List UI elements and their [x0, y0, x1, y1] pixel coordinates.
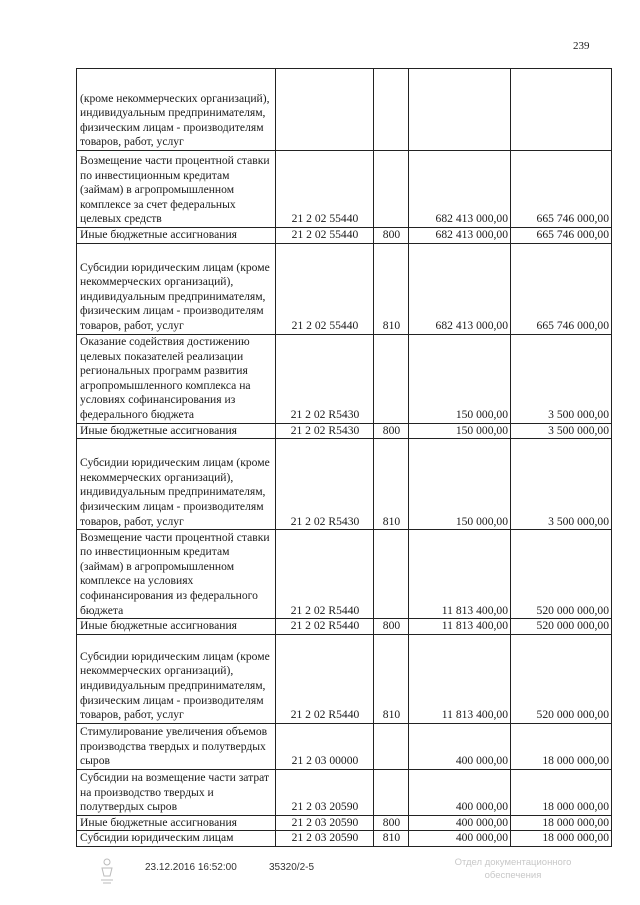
row-description: Возмещение части процентной ставки по инвестиционным кредитам (займам) в агропромышленном комплексе за счет федеральных целевых средств	[77, 151, 276, 228]
row-budget-code: 21 2 02 R5430	[276, 439, 374, 530]
table-row	[77, 815, 612, 831]
row-amount-2017: 682 413 000,00	[409, 228, 511, 244]
row-amount-2017: 400 000,00	[409, 815, 511, 831]
footer-doc-number: 35320/2-5	[269, 862, 315, 873]
table-row	[77, 769, 612, 815]
row-expense-type: 810	[374, 243, 409, 334]
row-amount-2018: 18 000 000,00	[511, 723, 612, 769]
row-amount-2018: 3 500 000,00	[511, 334, 612, 423]
row-budget-code: 21 2 02 55440	[276, 228, 374, 244]
row-budget-code: 21 2 02 R5430	[276, 334, 374, 423]
office-stamp: Отдел документационного обеспечения	[454, 857, 572, 881]
row-expense-type	[374, 723, 409, 769]
row-expense-type: 800	[374, 619, 409, 635]
row-budget-code: 21 2 02 R5440	[276, 619, 374, 635]
table-row	[77, 69, 612, 151]
footer-datetime: 23.12.2016 16:52:00	[145, 862, 237, 873]
table-row	[77, 151, 612, 228]
row-amount-2018: 665 746 000,00	[511, 243, 612, 334]
row-amount-2017	[409, 69, 511, 151]
row-budget-code	[276, 69, 374, 151]
row-expense-type: 810	[374, 831, 409, 847]
row-amount-2017: 11 813 400,00	[409, 619, 511, 635]
row-amount-2018	[511, 69, 612, 151]
table-row	[77, 530, 612, 619]
budget-table-body	[77, 69, 612, 847]
page-number: 239	[573, 40, 590, 52]
row-amount-2018: 520 000 000,00	[511, 530, 612, 619]
row-amount-2017: 150 000,00	[409, 439, 511, 530]
row-description: Иные бюджетные ассигнования	[77, 619, 276, 635]
row-amount-2018: 18 000 000,00	[511, 815, 612, 831]
row-description: Иные бюджетные ассигнования	[77, 423, 276, 439]
row-expense-type: 810	[374, 634, 409, 723]
row-amount-2018: 520 000 000,00	[511, 634, 612, 723]
row-description: Субсидии на возмещение части затрат на производство твердых и полутвердых сыров	[77, 769, 276, 815]
row-amount-2018: 3 500 000,00	[511, 439, 612, 530]
row-amount-2017: 11 813 400,00	[409, 634, 511, 723]
row-description: Возмещение части процентной ставки по инвестиционным кредитам (займам) в агропромышленном комплексе на условиях софинансирования из федерального бюджета	[77, 530, 276, 619]
table-row	[77, 634, 612, 723]
row-description: Стимулирование увеличения объемов производства твердых и полутвердых сыров	[77, 723, 276, 769]
row-description: Оказание содействия достижению целевых показателей реализации региональных программ развития агропромышленного комплекса на условиях софинансирования из федерального бюджета	[77, 334, 276, 423]
row-expense-type	[374, 69, 409, 151]
row-description: Субсидии юридическим лицам (кроме некоммерческих организаций), индивидуальным предпринимателям, физическим лицам - производителям товаров, работ, услуг	[77, 243, 276, 334]
row-amount-2017: 400 000,00	[409, 831, 511, 847]
row-amount-2017: 11 813 400,00	[409, 530, 511, 619]
row-description: (кроме некоммерческих организаций), индивидуальным предпринимателям, физическим лицам - производителям товаров, работ, услуг	[77, 69, 276, 151]
table-row	[77, 228, 612, 244]
budget-table	[76, 68, 612, 847]
table-row	[77, 334, 612, 423]
table-row	[77, 439, 612, 530]
table-row	[77, 723, 612, 769]
row-budget-code: 21 2 02 55440	[276, 151, 374, 228]
row-amount-2018: 520 000 000,00	[511, 619, 612, 635]
row-amount-2018: 18 000 000,00	[511, 769, 612, 815]
row-budget-code: 21 2 03 20590	[276, 831, 374, 847]
row-expense-type	[374, 151, 409, 228]
row-expense-type	[374, 334, 409, 423]
row-description: Субсидии юридическим лицам	[77, 831, 276, 847]
row-amount-2018: 665 746 000,00	[511, 228, 612, 244]
row-expense-type	[374, 769, 409, 815]
table-row	[77, 831, 612, 847]
row-amount-2018: 665 746 000,00	[511, 151, 612, 228]
row-amount-2017: 150 000,00	[409, 334, 511, 423]
stamp-icon	[98, 856, 116, 886]
row-expense-type	[374, 530, 409, 619]
row-amount-2017: 150 000,00	[409, 423, 511, 439]
row-budget-code: 21 2 02 R5440	[276, 530, 374, 619]
row-description: Иные бюджетные ассигнования	[77, 815, 276, 831]
row-description: Иные бюджетные ассигнования	[77, 228, 276, 244]
row-budget-code: 21 2 03 20590	[276, 815, 374, 831]
row-budget-code: 21 2 02 R5430	[276, 423, 374, 439]
table-row	[77, 619, 612, 635]
row-amount-2017: 400 000,00	[409, 723, 511, 769]
row-budget-code: 21 2 03 20590	[276, 769, 374, 815]
row-amount-2018: 18 000 000,00	[511, 831, 612, 847]
row-expense-type: 800	[374, 815, 409, 831]
row-amount-2018: 3 500 000,00	[511, 423, 612, 439]
row-amount-2017: 400 000,00	[409, 769, 511, 815]
row-expense-type: 800	[374, 423, 409, 439]
row-expense-type: 810	[374, 439, 409, 530]
row-amount-2017: 682 413 000,00	[409, 151, 511, 228]
table-row	[77, 423, 612, 439]
row-description: Субсидии юридическим лицам (кроме некоммерческих организаций), индивидуальным предпринимателям, физическим лицам - производителям товаров, работ, услуг	[77, 634, 276, 723]
row-amount-2017: 682 413 000,00	[409, 243, 511, 334]
row-budget-code: 21 2 02 R5440	[276, 634, 374, 723]
table-row	[77, 243, 612, 334]
row-budget-code: 21 2 02 55440	[276, 243, 374, 334]
row-expense-type: 800	[374, 228, 409, 244]
row-budget-code: 21 2 03 00000	[276, 723, 374, 769]
row-description: Субсидии юридическим лицам (кроме некоммерческих организаций), индивидуальным предпринимателям, физическим лицам - производителям товаров, работ, услуг	[77, 439, 276, 530]
